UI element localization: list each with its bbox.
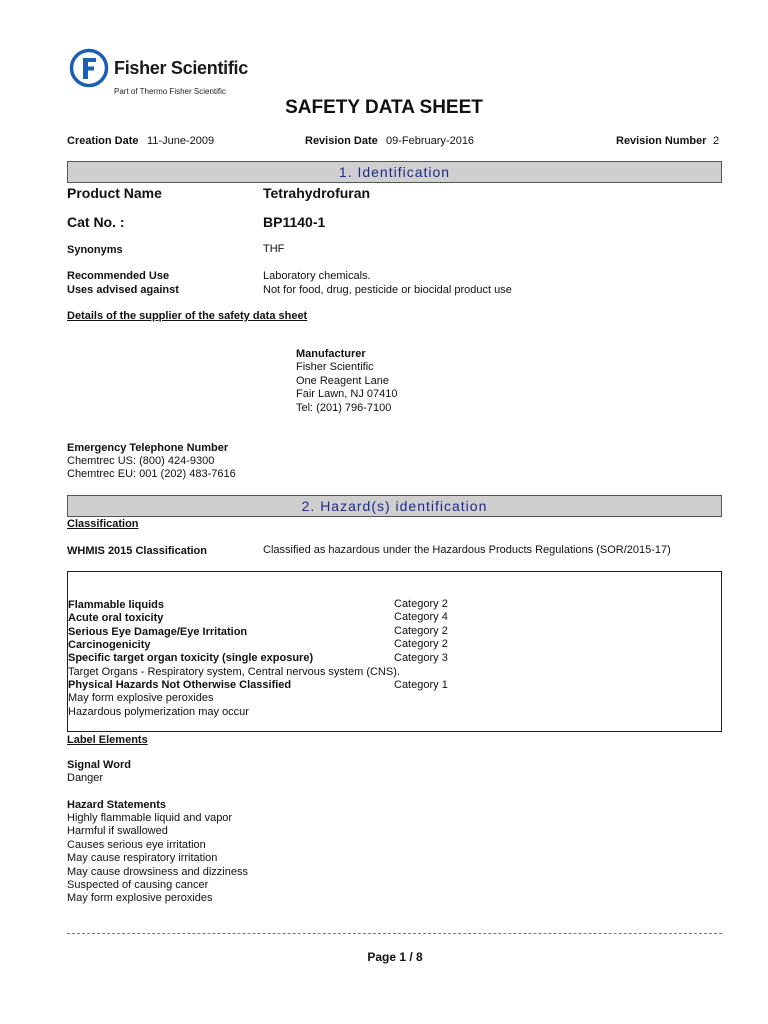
creation-date-value: 11-June-2009: [147, 135, 215, 147]
manufacturer-label: Manufacturer: [296, 348, 366, 360]
brand-tagline: Part of Thermo Fisher Scientific: [114, 87, 226, 96]
whmis-label: WHMIS 2015 Classification: [67, 545, 207, 557]
revision-number-label: Revision Number: [616, 135, 707, 147]
label-elements-heading: Label Elements: [67, 734, 148, 746]
hazard-statement: May form explosive peroxides: [67, 892, 213, 904]
emergency-phone-label: Emergency Telephone Number: [67, 442, 229, 454]
creation-date-label: Creation Date: [67, 135, 139, 147]
whmis-value: Classified as hazardous under the Hazardous Products Regulations (SOR/2015-17): [263, 544, 671, 556]
classification-note: May form explosive peroxides: [68, 692, 214, 704]
classification-name: Serious Eye Damage/Eye Irritation: [68, 626, 248, 638]
emergency-phone-line: Chemtrec US: (800) 424-9300: [67, 455, 215, 467]
hazard-statement: Harmful if swallowed: [67, 825, 168, 837]
hazard-statement: May cause respiratory irritation: [67, 852, 218, 864]
classification-name: Flammable liquids: [68, 599, 164, 611]
hazard-statement: Suspected of causing cancer: [67, 879, 209, 891]
classification-category: Category 4: [394, 611, 448, 623]
signal-word-value: Danger: [67, 772, 104, 784]
classification-note: Hazardous polymerization may occur: [68, 706, 249, 718]
classification-heading: Classification: [67, 518, 139, 530]
section-1-header: 1. Identification: [67, 161, 722, 183]
hazard-statement: Causes serious eye irritation: [67, 839, 206, 851]
classification-category: Category 1: [394, 679, 448, 691]
page-number: Page 1 / 8: [367, 950, 423, 964]
classification-category: Category 2: [394, 638, 448, 650]
hazard-statement: Highly flammable liquid and vapor: [67, 812, 233, 824]
synonyms-value: THF: [263, 243, 285, 255]
product-name-value: Tetrahydrofuran: [263, 185, 371, 201]
revision-date-label: Revision Date: [305, 135, 378, 147]
classification-name: Physical Hazards Not Otherwise Classified: [68, 679, 292, 691]
classification-name: Specific target organ toxicity (single exposure): [68, 652, 314, 664]
recommended-use-value: Laboratory chemicals.: [263, 270, 371, 282]
manufacturer-line: One Reagent Lane: [296, 375, 389, 387]
product-name-label: Product Name: [67, 185, 162, 201]
classification-name: Carcinogenicity: [68, 639, 151, 651]
manufacturer-line: Fair Lawn, NJ 07410: [296, 388, 398, 400]
brand-name: Fisher Scientific: [114, 58, 248, 78]
uses-advised-against-value: Not for food, drug, pesticide or biocidal product use: [263, 284, 512, 296]
classification-name: Acute oral toxicity: [68, 612, 164, 624]
footer-divider: [67, 933, 722, 934]
signal-word-label: Signal Word: [67, 759, 131, 771]
recommended-use-label: Recommended Use: [67, 270, 170, 282]
cat-no-value: BP1140-1: [263, 214, 326, 230]
target-organs-note: Target Organs - Respiratory system, Central nervous system (CNS).: [68, 666, 400, 678]
manufacturer-line: Fisher Scientific: [296, 361, 374, 373]
classification-category: Category 2: [394, 598, 448, 610]
fisher-scientific-logo-icon: [69, 48, 109, 88]
classification-category: Category 3: [394, 652, 448, 664]
cat-no-label: Cat No. :: [67, 214, 125, 230]
revision-date-value: 09-February-2016: [386, 135, 475, 147]
document-title: SAFETY DATA SHEET: [285, 97, 483, 118]
revision-number-value: 2: [713, 135, 720, 147]
section-2-header: 2. Hazard(s) identification: [67, 495, 722, 517]
manufacturer-phone: Tel: (201) 796-7100: [296, 402, 392, 414]
classification-category: Category 2: [394, 625, 448, 637]
uses-advised-against-label: Uses advised against: [67, 284, 179, 296]
supplier-details-heading: Details of the supplier of the safety data sheet: [67, 310, 308, 322]
synonyms-label: Synonyms: [67, 244, 123, 256]
hazard-statements-label: Hazard Statements: [67, 799, 167, 811]
hazard-statement: May cause drowsiness and dizziness: [67, 866, 248, 878]
emergency-phone-line: Chemtrec EU: 001 (202) 483-7616: [67, 468, 236, 480]
